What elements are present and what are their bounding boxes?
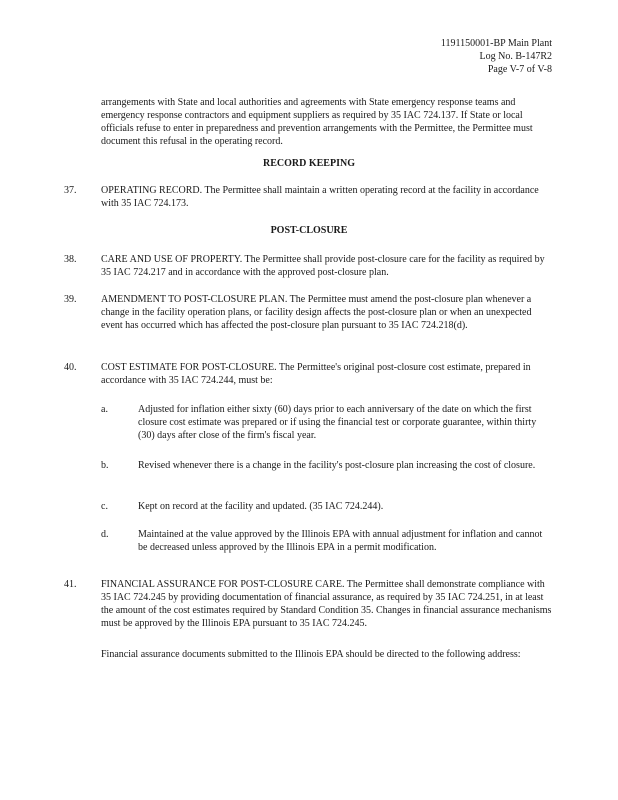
subitem-letter: d. <box>101 529 109 540</box>
page-header <box>441 37 552 76</box>
subitem-text: Revised whenever there is a change in the facility's post-closure plan increasing the cost of closure. <box>138 460 536 471</box>
permit-number: 1191150001-BP Main Plant <box>440 38 552 49</box>
condition-number: 41. <box>64 579 77 590</box>
log-number: Log No. B-147R2 <box>479 51 552 62</box>
subitem-letter: b. <box>101 460 109 471</box>
subitem-letter: c. <box>101 501 108 512</box>
subitem-text: Kept on record at the facility and updated. (35 IAC 724.244). <box>138 501 384 512</box>
condition-text: CARE AND USE OF PROPERTY. The Permittee shall provide post-closure care for the facility as required by 35 IAC 724.217 and in accordance with the approved post-closure plan. <box>101 254 545 278</box>
condition-text: AMENDMENT TO POST-CLOSURE PLAN. The Permittee must amend the post-closure plan whenever a change in the facility operation plans, or facility design affects the post-closure plan or when an unexpected event has occurred which has affected the post-closure plan pursuant to 35 IAC 724.218(d). <box>101 294 532 331</box>
condition-number: 39. <box>64 294 77 305</box>
closing-paragraph: Financial assurance documents submitted to the Illinois EPA should be directed to the following address: <box>101 649 521 660</box>
subitem-letter: a. <box>101 404 108 415</box>
condition-number: 40. <box>64 362 77 373</box>
condition-text: COST ESTIMATE FOR POST-CLOSURE. The Permittee's original post-closure cost estimate, prepared in accordance with 35 IAC 724.244, must be: <box>101 362 531 386</box>
page-number: Page V-7 of V-8 <box>487 64 552 75</box>
condition-number: 38. <box>64 254 77 265</box>
condition-text: FINANCIAL ASSURANCE FOR POST-CLOSURE CARE. The Permittee shall demonstrate compliance with 35 IAC 724.245 by providing documentation of financial assurance, as required by 35 IAC 724.251, in at least the amount of the cost estimates required by Standard Condition 35. Changes in financial assurance mechanisms must be approved by the Illinois EPA pursuant to 35 IAC 724.245. <box>101 579 552 629</box>
intro-paragraph: arrangements with State and local authorities and agreements with State emergency response teams and emergency response contractors and equipment suppliers as required by 35 IAC 724.137. If State or local officials refuse to enter in preparedness and prevention arrangements with the Permittee, the Permittee must document this refusal in the operating record. <box>101 97 533 147</box>
condition-number: 37. <box>64 185 77 196</box>
section-heading-post-closure: POST-CLOSURE <box>270 225 348 236</box>
condition-text: OPERATING RECORD. The Permittee shall maintain a written operating record at the facility in accordance with 35 IAC 724.173. <box>101 185 539 209</box>
section-heading-record-keeping: RECORD KEEPING <box>263 158 355 169</box>
subitem-text: Maintained at the value approved by the Illinois EPA with annual adjustment for inflation and cannot be decreased unless approved by the Illinois EPA in a permit modification. <box>138 529 543 553</box>
subitem-text: Adjusted for inflation either sixty (60) days prior to each anniversary of the date on which the first closure cost estimate was prepared or if using the financial test or corporate guarantee, within thirty (30) days after close of the firm's fiscal year. <box>138 404 537 441</box>
